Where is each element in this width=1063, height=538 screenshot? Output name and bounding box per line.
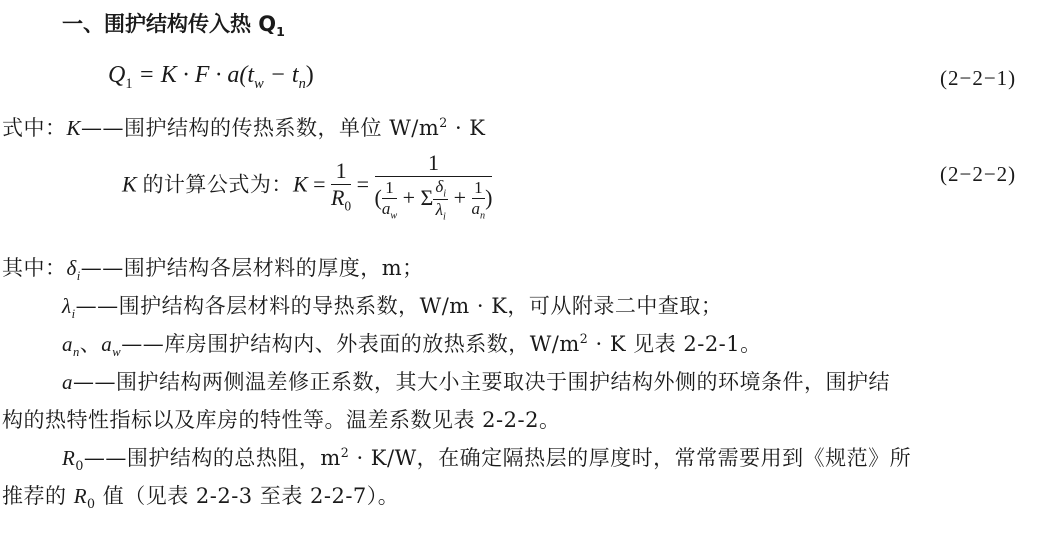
eq2-aw: a (381, 199, 391, 219)
alpha-symbol: a (62, 370, 73, 394)
eq2-plus2: + (448, 184, 472, 210)
a-tail: · K 见表 2-2-1。 (588, 332, 762, 356)
r0-sub-2: 0 (87, 496, 96, 512)
eq2-frac-delta (433, 177, 448, 223)
eq2-aw-sub: w (390, 210, 398, 222)
eq2-delta-sub: i (443, 188, 447, 200)
lambda-sub: i (71, 307, 76, 322)
lambda-symbol: λ (62, 294, 72, 318)
r0-symbol: R (62, 446, 76, 470)
eq2-k: K (292, 171, 308, 197)
a-text: ——库房围护结构内、外表面的放热系数，W/m (121, 332, 580, 356)
eq2-aw-den (382, 199, 397, 221)
r0-sup: 2 (340, 445, 350, 460)
eq2-frac-aw (382, 178, 397, 221)
equation-2-2-1 (108, 62, 314, 93)
alpha-text-1: ——围护结构两侧温差修正系数，其大小主要取决于围护结构外侧的环境条件，围护结 (73, 370, 890, 394)
equation-2-2-2 (122, 150, 492, 223)
delta-text: ——围护结构各层材料的厚度，m； (80, 256, 424, 280)
eq2-an-one: 1 (472, 178, 486, 199)
delta-definition (2, 252, 424, 284)
an-symbol: a (62, 332, 73, 356)
an-sub: n (73, 345, 80, 360)
r0-text-1b: · K/W，在确定隔热层的厚度时，常常需要用到《规范》所 (349, 446, 912, 470)
eq2-delta: δ (435, 177, 444, 196)
delta-symbol: δ (66, 256, 77, 280)
alpha-definition-line2: 构的热特性指标以及库房的特性等。温差系数见表 2-2-2。 (2, 408, 561, 432)
eq2-eq: = (307, 171, 332, 197)
eq2-intro-symbol: K (122, 171, 137, 197)
k-def-text: 围护结构的传热系数，单位 W/m (124, 116, 440, 140)
eq2-intro-text: 的计算公式为： (136, 172, 293, 197)
eq1-close: ) (305, 62, 314, 88)
eq2-aw-one: 1 (382, 178, 397, 199)
an-aw-definition (62, 328, 762, 360)
eq2-frac-r0-den (331, 185, 351, 214)
k-def-symbol: K (66, 116, 82, 140)
eq1-lhs-sub: 1 (125, 75, 133, 92)
eq2-an-sub: n (480, 210, 486, 222)
equation-number-2-2-2: (2−2−2) (940, 162, 1017, 186)
lambda-definition (62, 290, 722, 322)
r0-sub: 0 (75, 458, 84, 474)
eq2-frac-an (472, 178, 486, 221)
eq2-main-num: 1 (375, 150, 493, 177)
k-def-prefix: 式中： (2, 116, 67, 140)
eq2-lambda: λ (435, 200, 443, 220)
eq2-an: a (471, 199, 481, 219)
heading-sub: 1 (276, 24, 285, 40)
r0-text-2b: 值（见表 2-2-3 至表 2-2-7）。 (95, 484, 400, 508)
r0-text-2a: 推荐的 (2, 484, 74, 508)
r0-text-1a: ——围护结构的总热阻，m (83, 446, 341, 470)
section-heading (62, 8, 285, 39)
an-aw-sep: 、 (79, 332, 102, 356)
heading-text: 一、围护结构传入热 Q (62, 12, 277, 36)
equation-number-2-2-1: (2−2−1) (940, 66, 1017, 90)
r0-definition-line1 (62, 442, 911, 473)
eq1-tw-sub: w (254, 75, 264, 92)
alpha-definition-line1 (62, 366, 890, 396)
r0-definition-line2 (2, 480, 399, 511)
eq2-frac-r0-num: 1 (331, 158, 351, 185)
r0-symbol-2: R (73, 484, 88, 508)
lambda-text: ——围护结构各层材料的导热系数，W/m · K，可从附录二中查取； (75, 294, 723, 318)
aw-sub: w (112, 345, 122, 360)
aw-symbol: a (101, 332, 113, 356)
eq2-an-den (472, 199, 486, 221)
eq1-rhs: = K · F · a(t (132, 62, 255, 88)
eq2-plus1: + Σ (397, 184, 434, 210)
eq2-rparen: ) (485, 184, 493, 210)
eq2-r0-sub: 0 (344, 198, 352, 214)
eq2-frac-r0 (331, 158, 351, 214)
eq2-delta-num (433, 177, 448, 200)
eq2-lparen: ( (374, 184, 382, 210)
eq2-main-den (375, 177, 493, 223)
k-definition (2, 112, 486, 142)
eq1-tn-sub: n (298, 75, 306, 92)
delta-sub: i (76, 269, 81, 284)
eq2-eq2: = (351, 171, 375, 197)
eq2-lambda-sub: i (443, 211, 446, 223)
eq2-lambda-den (433, 200, 448, 222)
k-def-sup: 2 (439, 115, 448, 130)
eq1-minus: − t (263, 62, 299, 88)
eq2-r0: R (331, 185, 345, 211)
k-def-dash: —— (81, 116, 125, 140)
k-def-suffix: · K (447, 116, 486, 140)
a-sup: 2 (579, 331, 589, 346)
defs-prefix: 其中： (2, 256, 67, 280)
eq2-frac-main (375, 150, 493, 223)
eq1-lhs: Q (108, 62, 126, 88)
